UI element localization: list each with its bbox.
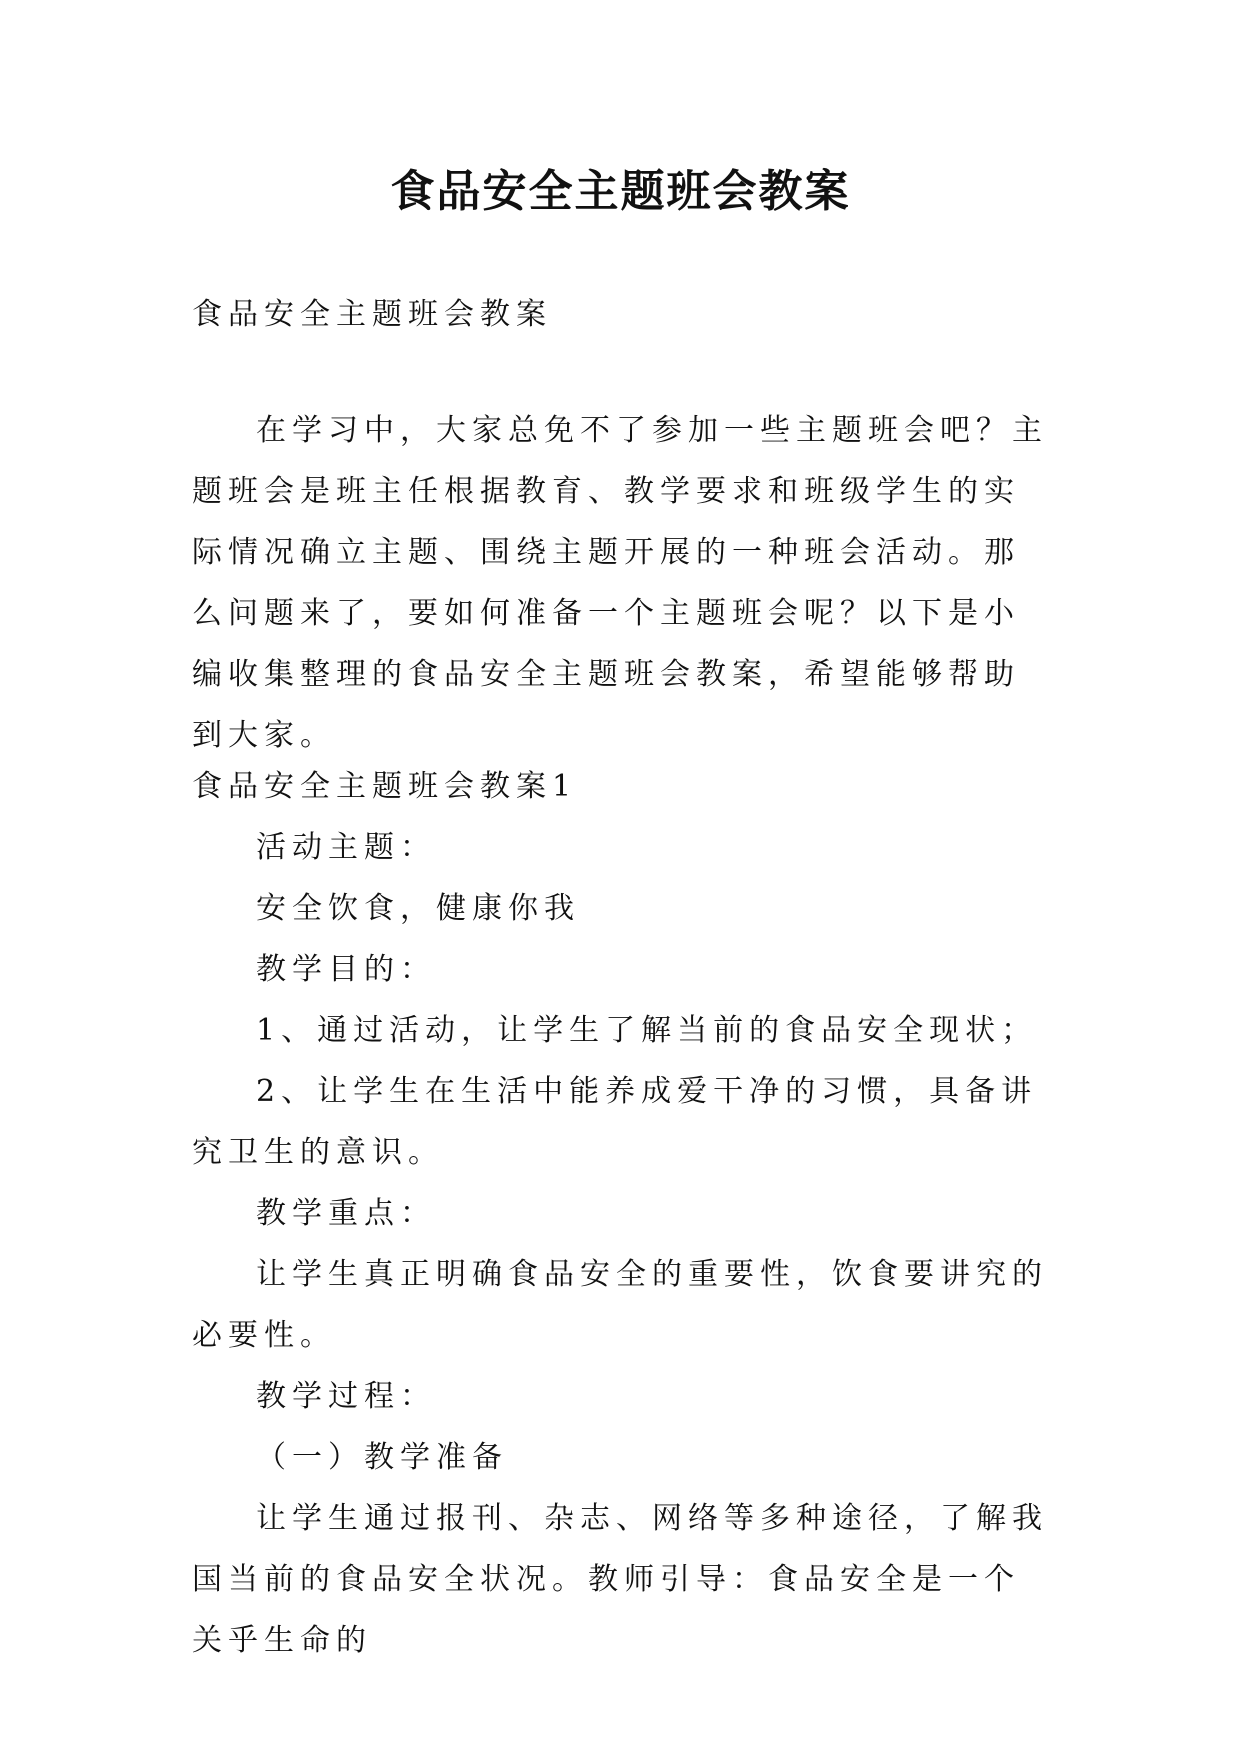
paragraph: 安全饮食，健康你我 <box>256 891 580 926</box>
paragraph: 让学生通过报刊、杂志、网络等多种途径，了解我国当前的食品安全状况。教师引导：食品安全是一个关乎生命的 <box>192 1501 1048 1658</box>
paragraph: （一）教学准备 <box>256 1440 508 1475</box>
paragraph: 2、让学生在生活中能养成爱干净的习惯，具备讲究卫生的意识。 <box>192 1074 1038 1170</box>
paragraph: 1、通过活动，让学生了解当前的食品安全现状； <box>256 1013 1038 1048</box>
paragraph: 让学生真正明确食品安全的重要性，饮食要讲究的必要性。 <box>192 1257 1048 1353</box>
section-heading: 食品安全主题班会教案1 <box>192 769 578 804</box>
paragraph: 教学过程： <box>256 1379 436 1414</box>
document-title: 食品安全主题班会教案 <box>390 166 851 217</box>
intro-paragraph: 在学习中，大家总免不了参加一些主题班会吧？主题班会是班主任根据教育、教学要求和班级学生的实际情况确立主题、围绕主题开展的一种班会活动。那么问题来了，要如何准备一个主题班会呢？以下是小编收集整理的食品安全主题班会教案，希望能够帮助到大家。 <box>192 413 1048 753</box>
document-subtitle: 食品安全主题班会教案 <box>192 297 552 332</box>
intro-block <box>192 400 1054 766</box>
main-content <box>192 756 1054 1671</box>
paragraph: 活动主题： <box>256 830 436 865</box>
document-subtitle-block <box>192 284 1054 345</box>
paragraph: 教学重点： <box>256 1196 436 1231</box>
paragraph: 教学目的： <box>256 952 436 987</box>
